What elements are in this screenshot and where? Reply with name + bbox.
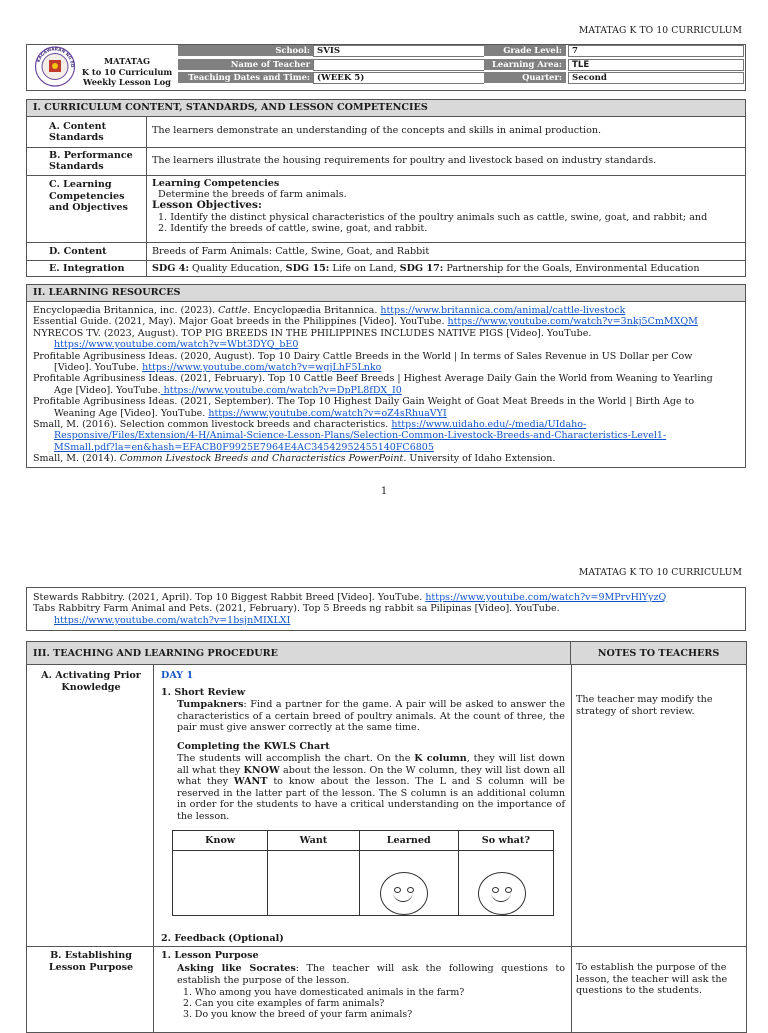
resource-link[interactable]: https://www.youtube.com/watch?v=Wbt3DYQ_bE0 (54, 339, 299, 351)
wll-title-line-3: Weekly Lesson Log (83, 77, 171, 87)
feedback-heading: 2. Feedback (Optional) (161, 933, 284, 944)
resource-link[interactable]: https://www.youtube.com/watch?v=wgjLhF5Lnko (142, 362, 382, 374)
resource-goat-meat-cont (27, 408, 745, 419)
sdg4-text: Quality Education, (189, 263, 286, 274)
ref-text: . University of Idaho Extension. (403, 453, 556, 465)
resource-beef-cattle-cont (27, 385, 745, 396)
resources-list (27, 302, 745, 467)
ref-text: NYRECOS TV. (2023, August). TOP PIG BREEDS IN THE PHILIPPINES INCLUDES NATIVE PIGS [Video]. YouTube. (33, 327, 592, 339)
content-row (27, 243, 745, 261)
section-3-title: III. TEACHING AND LEARNING PROCEDURE (27, 642, 571, 665)
sdg15-text: Life on Land, (329, 263, 400, 274)
kwls-col-so-what: So what? (458, 831, 553, 851)
teaching-procedure-table (26, 641, 747, 1033)
short-review-text (177, 699, 565, 734)
kwls-heading: Completing the KWLS Chart (177, 741, 330, 752)
objective-2: 2. Identify the breeds of cattle, swine, goat, and rabbit. (158, 222, 428, 234)
ref-text: Tabs Rabbitry Farm Animal and Pets. (2021, February). Top 5 Breeds ng rabbit sa Pilipinas [Video]. YouTube. (33, 603, 560, 615)
day-label: DAY 1 (161, 670, 194, 681)
short-review-body: : Find a partner for the game. A pair will be asked to answer the characteristics of a certain breed of poultry animals. At the count of three, the pair must give answer correctly at the same time. (177, 699, 565, 734)
kwls-col-know: Know (173, 831, 268, 851)
kwls-cell-want[interactable] (268, 851, 359, 916)
content-standards-label: A. Content Standards (27, 117, 147, 147)
learning-competencies-row (27, 176, 745, 243)
ref-text: Profitable Agribusiness Ideas. (2021, February). Top 10 Cattle Beef Breeds | Highest Average Daily Gain the World from Weaning to Yearling (33, 373, 713, 385)
sdg17-text: Partnership for the Goals, Environmental Education (443, 263, 700, 274)
sdg17-tag: SDG 17: (399, 263, 444, 274)
wll-title-line-2: K to 10 Curriculum (81, 66, 173, 77)
purpose-questions (183, 987, 464, 1020)
quarter-label: Quarter: (484, 72, 566, 84)
resource-link[interactable]: https://www.youtube.com/watch?v=9MPrvHlYyzQ (425, 592, 667, 603)
note-lesson-purpose: To establish the purpose of the lesson, the teacher will ask the questions to the students. (576, 962, 728, 997)
kwls-text: The students will accomplish the chart. On the (177, 753, 415, 764)
kwls-col-learned: Learned (359, 831, 458, 851)
ref-text: Encyclopædia Britannica, inc. (2023). (33, 305, 219, 316)
sdg15-tag: SDG 15: (285, 263, 330, 274)
running-header: MATATAG K TO 10 CURRICULUM (578, 25, 742, 36)
kwls-emphasis: KNOW (243, 764, 280, 776)
performance-standards-row (27, 148, 745, 176)
resource-uidaho-cont-1 (27, 430, 745, 441)
resource-dairy-cattle-cont (27, 362, 745, 373)
kwls-text: , they will list down all what they (177, 753, 565, 776)
learning-competencies-label: C. Learning Competencies and Objectives (27, 176, 147, 242)
section-curriculum-content (26, 99, 746, 277)
resource-link[interactable]: https://www.britannica.com/animal/cattle-livestock (380, 305, 626, 316)
socrates-term: Asking like Socrates (177, 963, 296, 974)
column-divider (153, 665, 154, 1032)
ref-text: Small, M. (2016). Selection common livestock breeds and characteristics. (33, 419, 392, 431)
kwls-emphasis: WANT (233, 776, 268, 788)
resource-pig-breeds (27, 328, 745, 339)
integration-row (27, 261, 745, 276)
dates-value: (WEEK 5) (313, 72, 487, 84)
resource-stewards-rabbitry (27, 592, 745, 603)
grade-label: Grade Level: (484, 45, 566, 57)
section-learning-resources (26, 284, 746, 468)
area-label: Learning Area: (484, 59, 566, 71)
objectives-heading: Lesson Objectives: (152, 199, 262, 212)
resource-britannica (27, 305, 745, 316)
smiley-mouth (393, 891, 413, 902)
integration-label: E. Integration (27, 261, 147, 276)
section-1-title: I. CURRICULUM CONTENT, STANDARDS, AND LESSON COMPETENCIES (27, 100, 745, 117)
question-1: 1. Who among you have domesticated animals in the farm? (183, 987, 465, 998)
resource-pig-breeds-link-line (27, 339, 745, 350)
question-2: 2. Can you cite examples of farm animals? (183, 998, 385, 1009)
deped-seal-logo (30, 46, 80, 87)
ref-text: Weaning Age [Video]. YouTube. (54, 407, 209, 419)
establishing-lesson-purpose-label: B. Establishing Lesson Purpose (48, 950, 134, 973)
resource-tabs-rabbitry (27, 603, 745, 614)
ref-title: Cattle (218, 305, 248, 316)
lesson-purpose-heading: 1. Lesson Purpose (161, 950, 259, 961)
section-2-title: II. LEARNING RESOURCES (27, 285, 745, 302)
resource-link[interactable]: https://www.uidaho.edu/-/media/UIdaho- (391, 419, 587, 431)
lesson-purpose-body: : The teacher will ask the following questions to establish the purpose of the lesson. (177, 963, 566, 986)
content-text: Breeds of Farm Animals: Cattle, Swine, Goat, and Rabbit (152, 246, 430, 257)
ref-title: Common Livestock Breeds and Characteristics PowerPoint (119, 453, 404, 465)
running-header-page-2: MATATAG K TO 10 CURRICULUM (578, 567, 742, 578)
smiley-face-icon (380, 872, 428, 915)
resource-goat-meat (27, 396, 745, 407)
smiley-face-icon (478, 872, 526, 915)
resource-uidaho (27, 419, 745, 430)
question-3: 3. Do you know the breed of your farm animals? (183, 1009, 413, 1020)
learning-competencies-cell (147, 176, 745, 242)
grade-value: 7 (568, 45, 744, 57)
resource-link[interactable]: https://www.youtube.com/watch?v=oZ4sRhuaVYI (208, 407, 447, 419)
short-review-heading: 1. Short Review (161, 687, 246, 698)
area-value: TLE (568, 59, 744, 71)
teacher-value (313, 59, 487, 71)
svg-text:KAGAWARAN NG EDUKASYON: KAGAWARAN NG ED (35, 46, 76, 68)
resource-dairy-cattle (27, 351, 745, 362)
performance-standards-text: The learners illustrate the housing requirements for poultry and livestock based on industry standards. (152, 155, 657, 166)
notes-to-teachers-header: NOTES TO TEACHERS (571, 642, 746, 665)
activating-prior-knowledge-label: A. Activating Prior Knowledge (41, 670, 141, 693)
ref-text: Essential Guide. (2021, May). Major Goat breeds in the Philippines [Video]. YouTube. (33, 316, 448, 328)
ref-text: Small, M. (2014). (33, 453, 120, 465)
ref-text: Stewards Rabbitry. (2021, April). Top 10 Biggest Rabbit Breed [Video]. YouTube. (33, 592, 426, 603)
ref-text: Age [Video]. YouTube. (54, 384, 161, 396)
competencies-heading: Learning Competencies (152, 178, 280, 189)
note-short-review: The teacher may modify the strategy of short review. (576, 694, 713, 717)
performance-standards-label: B. Performance Standards (27, 148, 147, 175)
column-divider (571, 665, 572, 1032)
kwls-emphasis: K column (414, 753, 467, 764)
ref-text: Profitable Agribusiness Ideas. (2020, August). Top 10 Dairy Cattle Breeds in the World | In terms of Sales Revenue in US Dollar per Cow (33, 350, 693, 362)
school-label: School: (178, 45, 314, 57)
wll-title-line-1: MATATAG (103, 56, 151, 66)
kwls-instructions (177, 753, 565, 823)
kwls-cell-know[interactable] (173, 851, 268, 916)
resource-link[interactable]: https://www.youtube.com/watch?v=3nkj5CmMXQM (447, 316, 698, 328)
integration-text (147, 261, 745, 276)
competency-text: Determine the breeds of farm animals. (158, 189, 347, 201)
resource-uidaho-cont-2 (27, 442, 745, 453)
page-number: 1 (380, 486, 388, 497)
tumpakners-term: Tumpakners (177, 699, 244, 710)
resource-beef-cattle (27, 373, 745, 384)
resources-continued (26, 587, 746, 631)
lesson-purpose-text (177, 963, 565, 986)
weekly-lesson-log-title (78, 56, 176, 88)
content-label: D. Content (27, 243, 147, 260)
resource-link[interactable]: https://www.youtube.com/watch?v=1bsjnMIXLXI (54, 614, 291, 626)
quarter-value: Second (568, 72, 744, 84)
content-standards-text: The learners demonstrate an understanding of the concepts and skills in animal production. (152, 125, 602, 136)
ref-text: . Encyclopædia Britannica. (247, 305, 381, 316)
resource-link[interactable]: Responsive/Files/Extension/4-H/Animal-Science-Lesson-Plans/Selection-Common-Livestock-Breeds-and-Characteristics-Level1- (54, 430, 667, 442)
objective-1: 1. Identify the distinct physical characteristics of the poultry animals such as cattle, swine, goat, and rabbit; and (158, 211, 708, 223)
row-divider (27, 946, 746, 947)
resource-small-2014 (27, 453, 745, 464)
kwls-text: about the lesson. On the W column, they will list down all what they (177, 764, 565, 788)
ref-text: Profitable Agribusiness Ideas. (2021, September). The Top 10 Highest Daily Gain Weight of Goat Meat Breeds in the World | Birth Age to (33, 396, 695, 408)
ref-text: [Video]. YouTube. (54, 362, 143, 374)
sdg4-tag: SDG 4: (152, 263, 189, 274)
kwls-col-want: Want (268, 831, 359, 851)
school-value: SVIS (313, 45, 487, 57)
teacher-label: Name of Teacher (178, 59, 314, 71)
resource-tabs-rabbitry-link-line (27, 615, 745, 626)
resource-link[interactable]: MSmall.pdf?la=en&hash=EFACB0F9925E7964E4AC34542952455140FC6805 (54, 441, 434, 453)
content-standards-row (27, 117, 745, 148)
kwls-text: to know about the lesson. The L and S column will be reserved in the latter part of the lesson. The S column is an additional column in order for the students to have a critical understanding on the importance of the lesson. (177, 776, 565, 822)
resource-link[interactable]: https://www.youtube.com/watch?v=DpPL8fDX_I0 (160, 384, 402, 396)
dates-label: Teaching Dates and Time: (178, 72, 314, 84)
smiley-mouth (491, 891, 511, 902)
resource-goat-breeds (27, 316, 745, 327)
